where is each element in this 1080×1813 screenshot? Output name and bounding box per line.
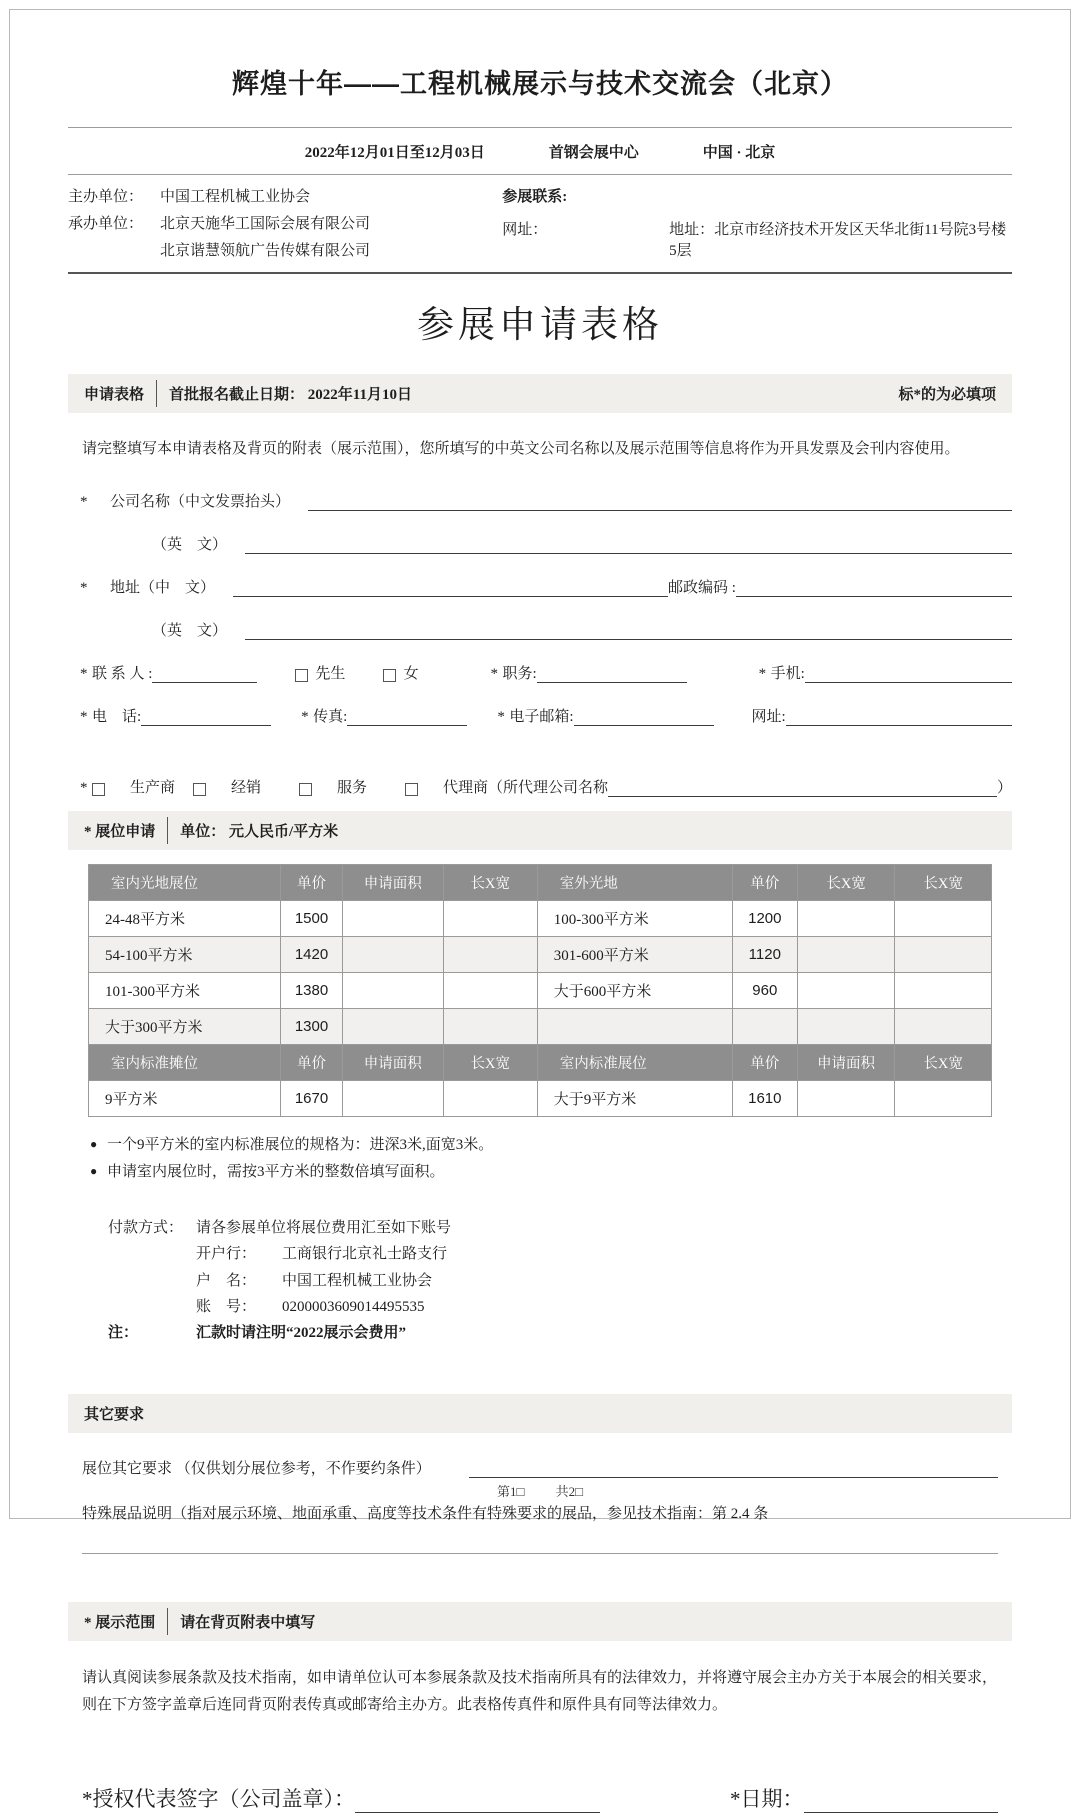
organizer-name-1: 北京天施华工国际会展有限公司	[160, 216, 371, 232]
unit-price: 1420	[281, 937, 342, 973]
unit-price: 1120	[732, 937, 797, 973]
address-cn-field[interactable]	[233, 578, 668, 597]
bar-separator	[167, 1608, 168, 1635]
booth-size: 100-300平方米	[537, 901, 732, 937]
company-name-en-label: （英 文）	[152, 537, 228, 553]
postcode-label: 邮政编码 :	[668, 580, 736, 596]
website-field[interactable]	[786, 707, 1012, 726]
type-agent-label: 代理商（所代理公司名称	[443, 780, 609, 796]
booth-bar-unit: 单位： 元人民币/平方米	[180, 824, 339, 840]
booth-bar-left: * 展位申请	[84, 824, 156, 840]
booth-size: 大于9平方米	[537, 1081, 732, 1117]
bank-name: 工商银行北京礼士路支行	[282, 1246, 448, 1263]
account-name-label: 户 名：	[196, 1272, 257, 1289]
bar-separator	[167, 817, 168, 844]
col-header: 长X宽	[443, 865, 537, 901]
unit-price: 1380	[281, 973, 342, 1009]
col-header: 室内标准展位	[537, 1045, 732, 1081]
special-exhibits-note: 特殊展品说明（指对展示环境、地面承重、高度等技术条件有特殊要求的展品，参见技术指南：第 2.4 条	[82, 1506, 769, 1523]
booth-size: 9平方米	[89, 1081, 281, 1117]
type-agent-close: ）	[996, 780, 1012, 796]
payment-line1: 请各参展单位将展位费用汇至如下账号	[196, 1220, 452, 1236]
required-note: 标*的为必填项	[898, 387, 996, 403]
required-star: *	[490, 666, 498, 682]
table-row	[89, 1081, 992, 1117]
company-name-en-field[interactable]	[245, 535, 1012, 554]
event-title: 辉煌十年——工程机械展示与技术交流会（北京）	[232, 69, 848, 99]
exhibit-contact-label: 参展联系:	[502, 189, 568, 205]
required-star: *	[80, 580, 88, 596]
required-star: *	[80, 666, 88, 682]
organizer-block	[68, 175, 1012, 272]
required-star: *	[497, 709, 505, 725]
event-dates: 2022年12月01日至12月03日	[304, 145, 485, 161]
apply-area-cell[interactable]	[797, 1081, 895, 1117]
booth-size: 101-300平方米	[89, 973, 281, 1009]
organizer-address: 地址：北京市经济技术开发区天华北街11号院3号楼5层	[669, 222, 1007, 259]
contact-person-field[interactable]	[152, 664, 257, 683]
table-row	[89, 1009, 992, 1045]
fax-label: 传真:	[313, 709, 348, 725]
address-cn-label: 地址（中 文）	[110, 580, 216, 596]
booth-size: 大于300平方米	[89, 1009, 281, 1045]
bank-label: 开户行：	[196, 1246, 257, 1263]
booth-other-req-field[interactable]	[469, 1460, 998, 1479]
unit-price: 1500	[281, 901, 342, 937]
col-header: 长X宽	[895, 865, 992, 901]
ms-label: 女	[403, 666, 419, 682]
col-header: 申请面积	[342, 1045, 443, 1081]
organizer-line	[68, 212, 502, 233]
dimension-cell[interactable]	[895, 901, 992, 937]
dimension-cell[interactable]	[443, 901, 537, 937]
scope-bar-sub: 请在背页附表中填写	[180, 1615, 316, 1632]
required-star: *	[301, 709, 309, 725]
document-page	[9, 9, 1071, 1812]
col-header: 单价	[281, 1045, 342, 1081]
signature-field[interactable]	[355, 1788, 600, 1813]
host-line	[68, 185, 502, 206]
event-venue: 首钢会展中心	[548, 145, 639, 161]
remittance-note: 汇款时请注明“2022展示会费用”	[196, 1325, 407, 1341]
mr-label: 先生	[315, 666, 346, 682]
position-field[interactable]	[537, 664, 687, 683]
date-label: *日期：	[730, 1787, 804, 1812]
unit-price: 1200	[732, 901, 797, 937]
table-header-row	[89, 1045, 992, 1081]
unit-price: 960	[732, 973, 797, 1009]
note-label: 注：	[108, 1325, 139, 1341]
page-total: 共2□	[555, 1484, 583, 1499]
table-row	[89, 937, 992, 973]
checkbox-distributor[interactable]	[193, 783, 206, 796]
agent-company-field[interactable]	[608, 778, 997, 797]
website-field-label: 网址:	[751, 709, 786, 725]
dimension-cell[interactable]	[443, 1081, 537, 1117]
unit-price: 1610	[732, 1081, 797, 1117]
required-star: *	[80, 494, 88, 510]
unit-price: 1300	[281, 1009, 342, 1045]
company-name-cn-field[interactable]	[308, 492, 1012, 511]
scope-bar-left: * 展示范围	[84, 1615, 156, 1632]
fax-field[interactable]	[347, 707, 467, 726]
dimension-cell[interactable]	[797, 973, 895, 1009]
col-header: 单价	[732, 1045, 797, 1081]
contact-person-label: 联 系 人 :	[92, 666, 153, 682]
event-location: 中国 · 北京	[702, 145, 776, 161]
apply-area-cell[interactable]	[342, 937, 443, 973]
page-number: 第1□	[497, 1484, 525, 1499]
checkbox-service[interactable]	[299, 783, 312, 796]
email-field[interactable]	[574, 707, 714, 726]
account-no-label: 账 号：	[196, 1298, 257, 1315]
dimension-cell[interactable]	[797, 901, 895, 937]
website-label: 网址：	[502, 222, 548, 238]
dimension-cell[interactable]	[895, 1081, 992, 1117]
organizer-name-2: 北京谐慧领航广告传媒有限公司	[160, 243, 371, 259]
table-header-row	[89, 865, 992, 901]
apply-section-bar	[68, 374, 1012, 413]
required-star: *	[758, 666, 767, 682]
mobile-field[interactable]	[805, 664, 1012, 683]
booth-section-bar	[68, 811, 1012, 850]
checkbox-mr[interactable]	[295, 669, 308, 682]
col-header: 长X宽	[797, 865, 895, 901]
account-name: 中国工程机械工业协会	[282, 1272, 433, 1289]
page-footer	[10, 1481, 1070, 1500]
signature-label: *授权代表签字（公司盖章）：	[82, 1787, 355, 1812]
col-header: 单价	[732, 865, 797, 901]
organizer-label: 承办单位：	[68, 216, 144, 232]
booth-size: 301-600平方米	[537, 937, 732, 973]
address-en-label: （英 文）	[152, 623, 228, 639]
table-row	[89, 901, 992, 937]
col-header: 长X宽	[443, 1045, 537, 1081]
apply-bar-left: 申请表格	[84, 387, 145, 403]
dimension-cell[interactable]	[443, 1009, 537, 1045]
type-manufacturer-label: 生产商	[130, 780, 176, 796]
booth-size: 54-100平方米	[89, 937, 281, 973]
booth-size: 大于600平方米	[537, 973, 732, 1009]
dimension-cell[interactable]	[895, 937, 992, 973]
apply-area-cell[interactable]	[342, 1081, 443, 1117]
apply-area-cell[interactable]	[342, 901, 443, 937]
required-star: *	[80, 709, 88, 725]
checkbox-manufacturer[interactable]	[92, 783, 105, 796]
host-label: 主办单位：	[68, 189, 144, 205]
col-header: 申请面积	[342, 865, 443, 901]
address-en-field[interactable]	[245, 621, 1012, 640]
event-date-row	[68, 128, 1012, 174]
bullet-icon: ●	[90, 1137, 98, 1151]
empty-cell	[797, 1009, 895, 1045]
apply-area-cell[interactable]	[342, 1009, 443, 1045]
account-number: 0200003609014495535	[282, 1298, 425, 1315]
dimension-cell[interactable]	[443, 937, 537, 973]
date-field[interactable]	[804, 1788, 999, 1813]
phone-field[interactable]	[141, 707, 271, 726]
table-row	[89, 973, 992, 1009]
col-header: 长X宽	[895, 1045, 992, 1081]
dimension-cell[interactable]	[895, 973, 992, 1009]
apply-deadline: 首批报名截止日期： 2022年11月10日	[169, 387, 412, 403]
bullet-icon: ●	[90, 1164, 98, 1178]
legal-paragraph: 请认真阅读参展条款及技术指南，如申请单位认可本参展条款及技术指南所具有的法律效力，并将遵守展会主办方关于本展会的相关要求，则在下方签字盖章后连同背页附表传真或邮寄给主办方。此表格传真件和原件具有同等法律效力。	[82, 1670, 998, 1714]
scope-section-bar	[68, 1602, 1012, 1641]
col-header: 室外光地	[537, 865, 732, 901]
payment-label: 付款方式：	[108, 1220, 184, 1236]
empty-cell	[732, 1009, 797, 1045]
intro-paragraph: 请完整填写本申请表格及背页的附表（展示范围），您所填写的中英文公司名称以及展示范围等信息将作为开具发票及会刊内容使用。	[82, 441, 960, 457]
col-header: 室内标准摊位	[89, 1045, 281, 1081]
booth-size: 24-48平方米	[89, 901, 281, 937]
phone-label: 电 话:	[92, 709, 142, 725]
empty-cell	[895, 1009, 992, 1045]
form-title: 参展申请表格	[417, 305, 663, 346]
col-header: 室内光地展位	[89, 865, 281, 901]
position-label: 职务:	[502, 666, 537, 682]
checkbox-ms[interactable]	[383, 669, 396, 682]
col-header: 申请面积	[797, 1045, 895, 1081]
checkbox-agent[interactable]	[405, 783, 418, 796]
booth-notes	[90, 1133, 990, 1181]
col-header: 单价	[281, 865, 342, 901]
note-2: 申请室内展位时，需按3平方米的整数倍填写面积。	[107, 1164, 445, 1180]
dimension-cell[interactable]	[443, 973, 537, 1009]
dimension-cell[interactable]	[797, 937, 895, 973]
postcode-field[interactable]	[736, 578, 1012, 597]
other-requirements-title: 其它要求	[84, 1407, 145, 1424]
email-label: 电子邮箱:	[509, 709, 574, 725]
company-name-cn-label: 公司名称（中文发票抬头）	[110, 494, 291, 510]
note-1: 一个9平方米的室内标准展位的规格为：进深3米,面宽3米。	[107, 1137, 494, 1153]
bar-separator	[156, 380, 157, 407]
booth-price-table	[88, 864, 992, 1117]
mobile-label: 手机:	[770, 666, 805, 682]
host-name: 中国工程机械工业协会	[160, 189, 311, 205]
unit-price: 1670	[281, 1081, 342, 1117]
type-distributor-label: 经销	[231, 780, 262, 796]
required-star: *	[80, 780, 88, 796]
other-requirements-bar	[68, 1394, 1012, 1433]
apply-area-cell[interactable]	[342, 973, 443, 1009]
booth-other-req-label: 展位其它要求 （仅供划分展位参考，不作要约条件）	[82, 1461, 431, 1478]
payment-block	[108, 1215, 1012, 1346]
type-service-label: 服务	[337, 780, 368, 796]
empty-cell	[537, 1009, 732, 1045]
